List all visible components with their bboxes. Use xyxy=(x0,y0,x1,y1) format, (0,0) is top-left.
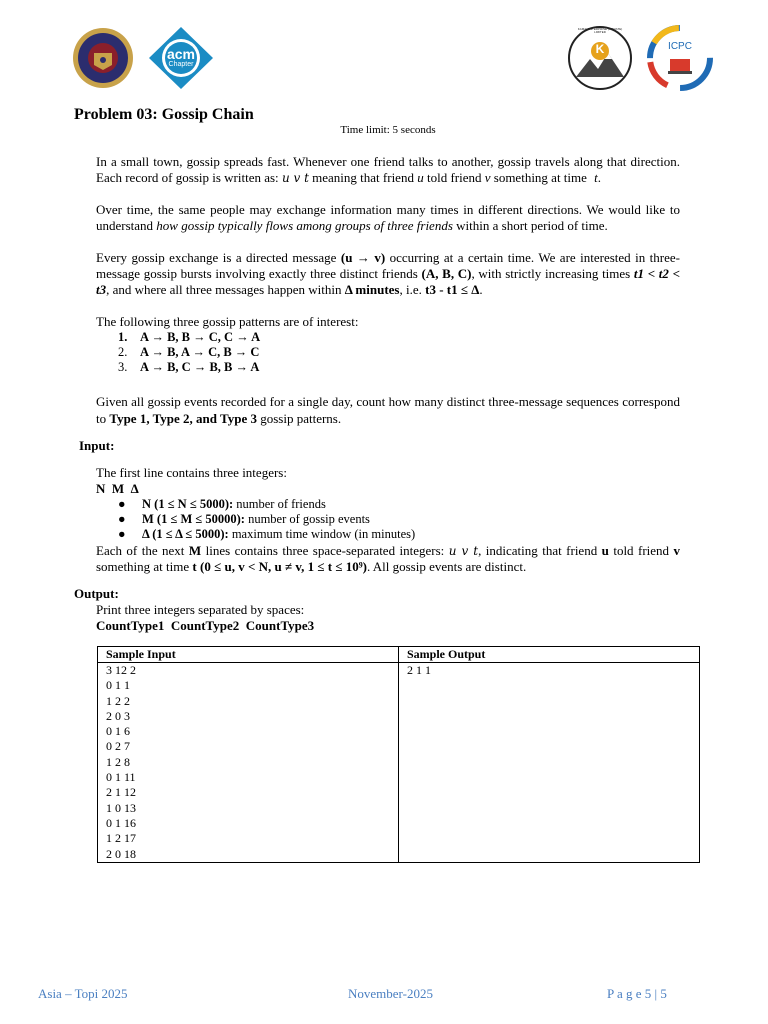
sample-output-header: Sample Output xyxy=(399,647,700,663)
sample-input-line: 2 1 12 xyxy=(106,785,136,800)
intro-paragraph-1: In a small town, gossip spreads fast. Whenever one friend talks to another, gossip travels along that direction. Each record of gossip is written as: u v t meaning that friend u told friend v something at time t. xyxy=(96,154,680,185)
output-line: Print three integers separated by spaces: xyxy=(96,602,305,617)
pattern-item: 1. A → B, B → C, C → A xyxy=(118,330,261,344)
sample-input-line: 1 2 8 xyxy=(106,754,130,769)
acm-chapter-logo xyxy=(147,26,215,90)
problem-title: Problem 03: Gossip Chain xyxy=(74,106,254,123)
acm-logo-text: acm xyxy=(166,46,196,62)
sample-output-cell xyxy=(399,663,700,863)
sample-output-line: 2 1 1 xyxy=(407,663,431,677)
input-next-lines: Each of the next M lines contains three space-separated integers: u v t, indicating that friend u told friend v something at time t (0 ≤ u, v < N, u ≠ v, 1 ≤ t ≤ 10⁹). All gossip events are distinct. xyxy=(96,543,680,574)
given-paragraph: Given all gossip events recorded for a single day, count how many distinct three-message sequences correspond to Type 1, Type 2, and Type 3 gossip patterns. xyxy=(96,394,680,426)
sample-input-header: Sample Input xyxy=(98,647,399,663)
intro-paragraph-3: Every gossip exchange is a directed message (u → v) occurring at a certain time. We are interested in three-message gossip bursts involving exactly three distinct friends (A, B, C), with strictly increasing times t1 < t2 < t3, and where all three messages happen within Δ minutes, i.e. t3 - t1 ≤ Δ. xyxy=(96,250,680,297)
sample-input-cell xyxy=(98,663,399,863)
icpc-logo-text: ICPC xyxy=(668,41,692,52)
input-bullets xyxy=(118,497,415,542)
output-heading: Output: xyxy=(74,586,119,601)
time-limit: Time limit: 5 seconds xyxy=(340,124,436,136)
patterns-lead: The following three gossip patterns are of interest: xyxy=(96,314,359,329)
input-heading: Input: xyxy=(79,438,115,453)
sample-input-line: 2 0 18 xyxy=(106,846,136,861)
input-bullet: ● N (1 ≤ N ≤ 5000): number of friends xyxy=(118,497,326,511)
acm-logo-subtext: Chapter xyxy=(168,61,194,68)
sample-input-line: 3 12 2 xyxy=(106,663,136,677)
sample-input-line: 0 2 7 xyxy=(106,739,130,754)
kamai-logo-letter: K xyxy=(595,42,605,56)
pattern-item: 3. A → B, C → B, B → A xyxy=(118,360,260,374)
footer-right: P a g e 5 | 5 xyxy=(607,986,667,1001)
sample-table xyxy=(97,646,700,863)
input-bullet: ● Δ (1 ≤ Δ ≤ 5000): maximum time window (in minutes) xyxy=(118,527,416,541)
sample-input-line: 0 1 1 xyxy=(106,678,130,693)
input-bullet: ● M (1 ≤ M ≤ 50000): number of gossip events xyxy=(118,512,370,526)
input-first-line: The first line contains three integers: xyxy=(96,465,287,480)
intro-paragraph-2: Over time, the same people may exchange information many times in different directions. We would like to understand how gossip typically flows among groups of three friends within a short period of time. xyxy=(96,202,680,233)
sample-input-line: 0 1 11 xyxy=(106,770,136,785)
sample-input-line: 1 0 13 xyxy=(106,800,136,815)
sample-input-line: 0 1 16 xyxy=(106,815,136,830)
footer-center: November-2025 xyxy=(348,986,433,1001)
output-format: CountType1 CountType2 CountType3 xyxy=(96,618,315,633)
kamai-logo-ring-text: KAMAI ENTERPRISE (PRIVATE) LIMITED xyxy=(577,27,623,34)
icpc-logo xyxy=(646,25,714,91)
pattern-list xyxy=(118,330,260,375)
college-crest-logo xyxy=(72,27,134,89)
sample-input-line: 0 1 6 xyxy=(106,724,130,739)
footer-left: Asia – Topi 2025 xyxy=(38,986,128,1001)
kamai-enterprise-logo xyxy=(566,25,634,91)
sample-input-line: 1 2 2 xyxy=(106,693,130,708)
input-vars: N M Δ xyxy=(96,481,139,496)
sample-input-line: 2 0 3 xyxy=(106,708,130,723)
pattern-item: 2. A → B, A → C, B → C xyxy=(118,345,260,359)
sample-input-line: 1 2 17 xyxy=(106,831,136,846)
